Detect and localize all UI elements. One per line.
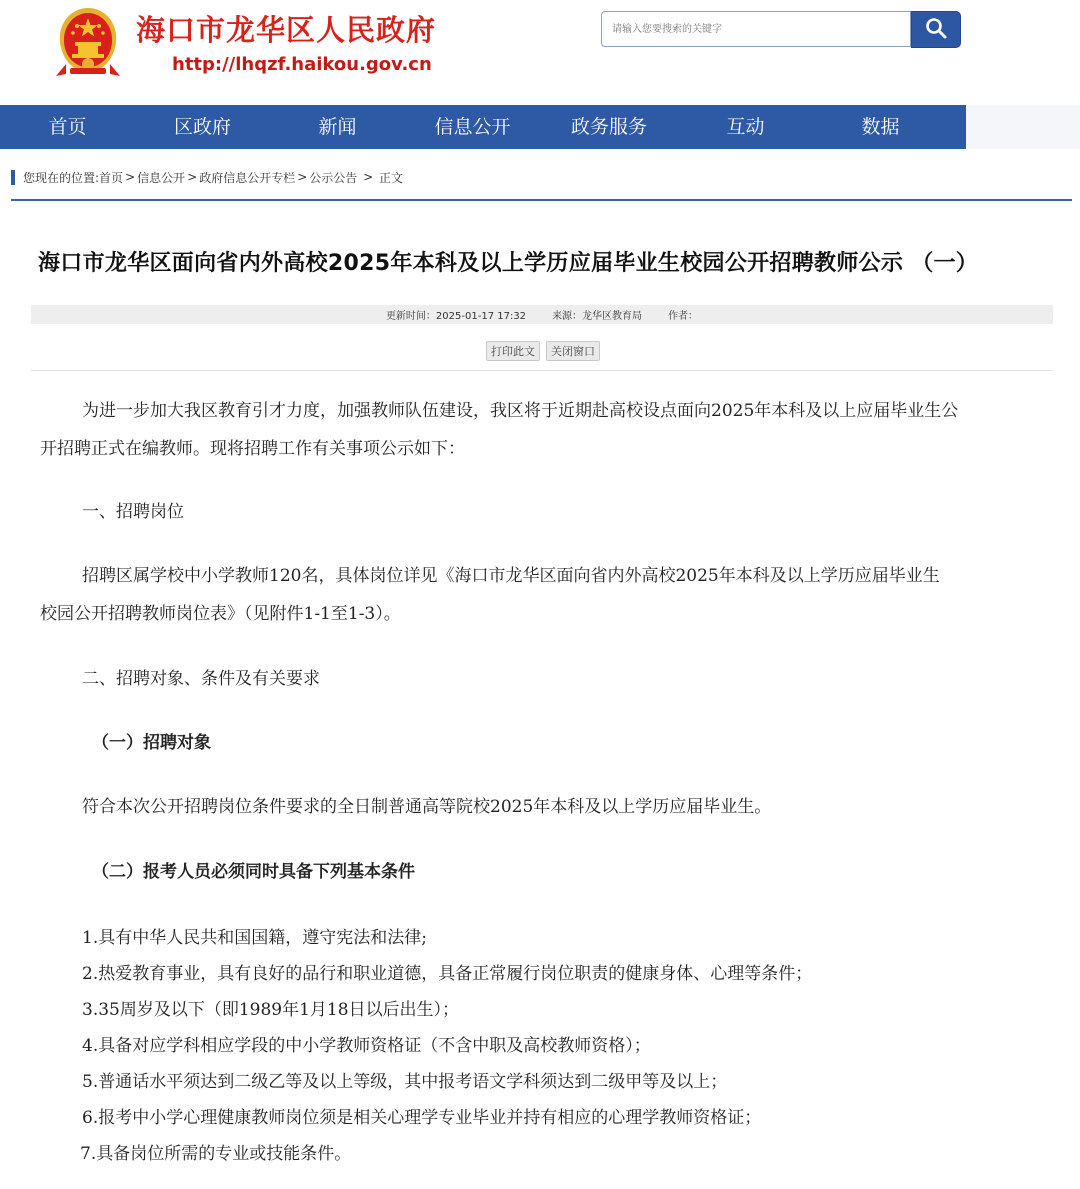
breadcrumb-link-home[interactable]: 首页 xyxy=(99,170,124,185)
breadcrumb-link-announcements[interactable]: 公示公告 xyxy=(309,170,358,185)
condition-item: 5.普通话水平须达到二级乙等及以上等级，其中报考语文学科须达到二级甲等及以上； xyxy=(82,1072,728,1092)
conditions-list xyxy=(40,920,1050,1172)
section-1-wrap xyxy=(40,493,1050,531)
article-title: 海口市龙华区面向省内外高校2025年本科及以上学历应届毕业生校园公开招聘教师公示 （一） xyxy=(38,251,979,276)
breadcrumb-marker xyxy=(11,170,15,185)
site-title[interactable]: 海口市龙华区人民政府 xyxy=(136,13,437,47)
search-button[interactable] xyxy=(911,11,961,48)
close-window-button[interactable]: 关闭窗口 xyxy=(546,341,600,361)
search-input[interactable] xyxy=(601,11,911,47)
breadcrumb-divider xyxy=(11,199,1072,201)
nav-item-home[interactable]: 首页 xyxy=(48,116,87,138)
nav-item-district-government[interactable]: 区政府 xyxy=(173,116,231,138)
condition-item: 6.报考中小学心理健康教师岗位须是相关心理学专业毕业并持有相应的心理学教师资格证； xyxy=(82,1108,762,1128)
search-icon xyxy=(924,16,948,44)
updated-time: 更新时间：2025-01-17 17:32 xyxy=(385,311,527,322)
national-emblem-icon[interactable] xyxy=(50,2,126,80)
subheading-recruitment-target: （一）招聘对象 xyxy=(92,733,211,753)
breadcrumb-separator: > xyxy=(297,170,308,184)
site-header xyxy=(0,0,1080,105)
sub-2-wrap xyxy=(40,853,1050,891)
article-tools xyxy=(486,341,600,361)
section-2-wrap xyxy=(40,660,1050,698)
search-bar xyxy=(601,11,961,49)
nav-item-information-disclosure[interactable]: 信息公开 xyxy=(434,116,511,138)
article-meta xyxy=(31,305,1053,324)
nav-item-interaction[interactable]: 互动 xyxy=(726,116,765,138)
nav-item-government-services[interactable]: 政务服务 xyxy=(570,116,647,138)
breadcrumb-link-information-disclosure[interactable]: 信息公开 xyxy=(137,170,186,185)
condition-item: 3.35周岁及以下（即1989年1月18日以后出生）； xyxy=(82,1000,460,1020)
recruitment-target-text: 符合本次公开招聘岗位条件要求的全日制普通高等院校2025年本科及以上学历应届毕业生。 xyxy=(82,797,772,817)
breadcrumb-prefix: 您现在的位置: xyxy=(23,170,100,185)
sub-1-wrap xyxy=(40,724,1050,762)
breadcrumb xyxy=(11,168,403,186)
condition-item: 7.具备岗位所需的专业或技能条件。 xyxy=(80,1144,352,1164)
positions-wrap xyxy=(40,557,1050,633)
condition-item: 2.热爱教育事业，具有良好的品行和职业道德，具备正常履行岗位职责的健康身体、心理等条件； xyxy=(82,964,813,984)
subheading-basic-conditions: （二）报考人员必须同时具备下列基本条件 xyxy=(92,862,415,882)
intro-line-1: 为进一步加大我区教育引才力度，加强教师队伍建设，我区将于近期赴高校设点面向2025年本科及以上应届毕业生公 xyxy=(82,401,959,421)
target-wrap xyxy=(40,788,1050,826)
positions-line-1: 招聘区属学校中小学教师120名，具体岗位详见《海口市龙华区面向省内外高校2025年本科及以上学历应届毕业生 xyxy=(82,566,940,586)
section-heading-requirements: 二、招聘对象、条件及有关要求 xyxy=(82,669,320,689)
breadcrumb-link-disclosure-column[interactable]: 政府信息公开专栏 xyxy=(199,170,296,185)
breadcrumb-current: 正文 xyxy=(378,170,403,185)
condition-item: 1.具有中华人民共和国国籍，遵守宪法和法律; xyxy=(82,928,427,948)
site-url[interactable]: http://lhqzf.haikou.gov.cn xyxy=(172,54,432,75)
content-divider xyxy=(31,370,1053,371)
nav-item-data[interactable]: 数据 xyxy=(861,116,900,138)
breadcrumb-separator: > xyxy=(187,170,198,184)
breadcrumb-separator: > xyxy=(359,170,377,184)
section-heading-positions: 一、招聘岗位 xyxy=(82,502,184,522)
main-nav xyxy=(0,105,966,149)
nav-item-news[interactable]: 新闻 xyxy=(318,116,357,138)
condition-item: 4.具备对应学科相应学段的中小学教师资格证（不含中职及高校教师资格）； xyxy=(82,1036,651,1056)
article-source: 来源：龙华区教育局 xyxy=(552,311,643,322)
print-button[interactable]: 打印此文 xyxy=(486,341,540,361)
positions-line-2: 校园公开招聘教师岗位表》（见附件1-1至1-3）。 xyxy=(40,604,401,624)
nav-strip xyxy=(966,105,1080,149)
breadcrumb-separator: > xyxy=(125,170,136,184)
article-author: 作者： xyxy=(668,311,699,322)
article-body xyxy=(40,392,1050,468)
intro-line-2: 开招聘正式在编教师。现将招聘工作有关事项公示如下： xyxy=(40,439,465,459)
